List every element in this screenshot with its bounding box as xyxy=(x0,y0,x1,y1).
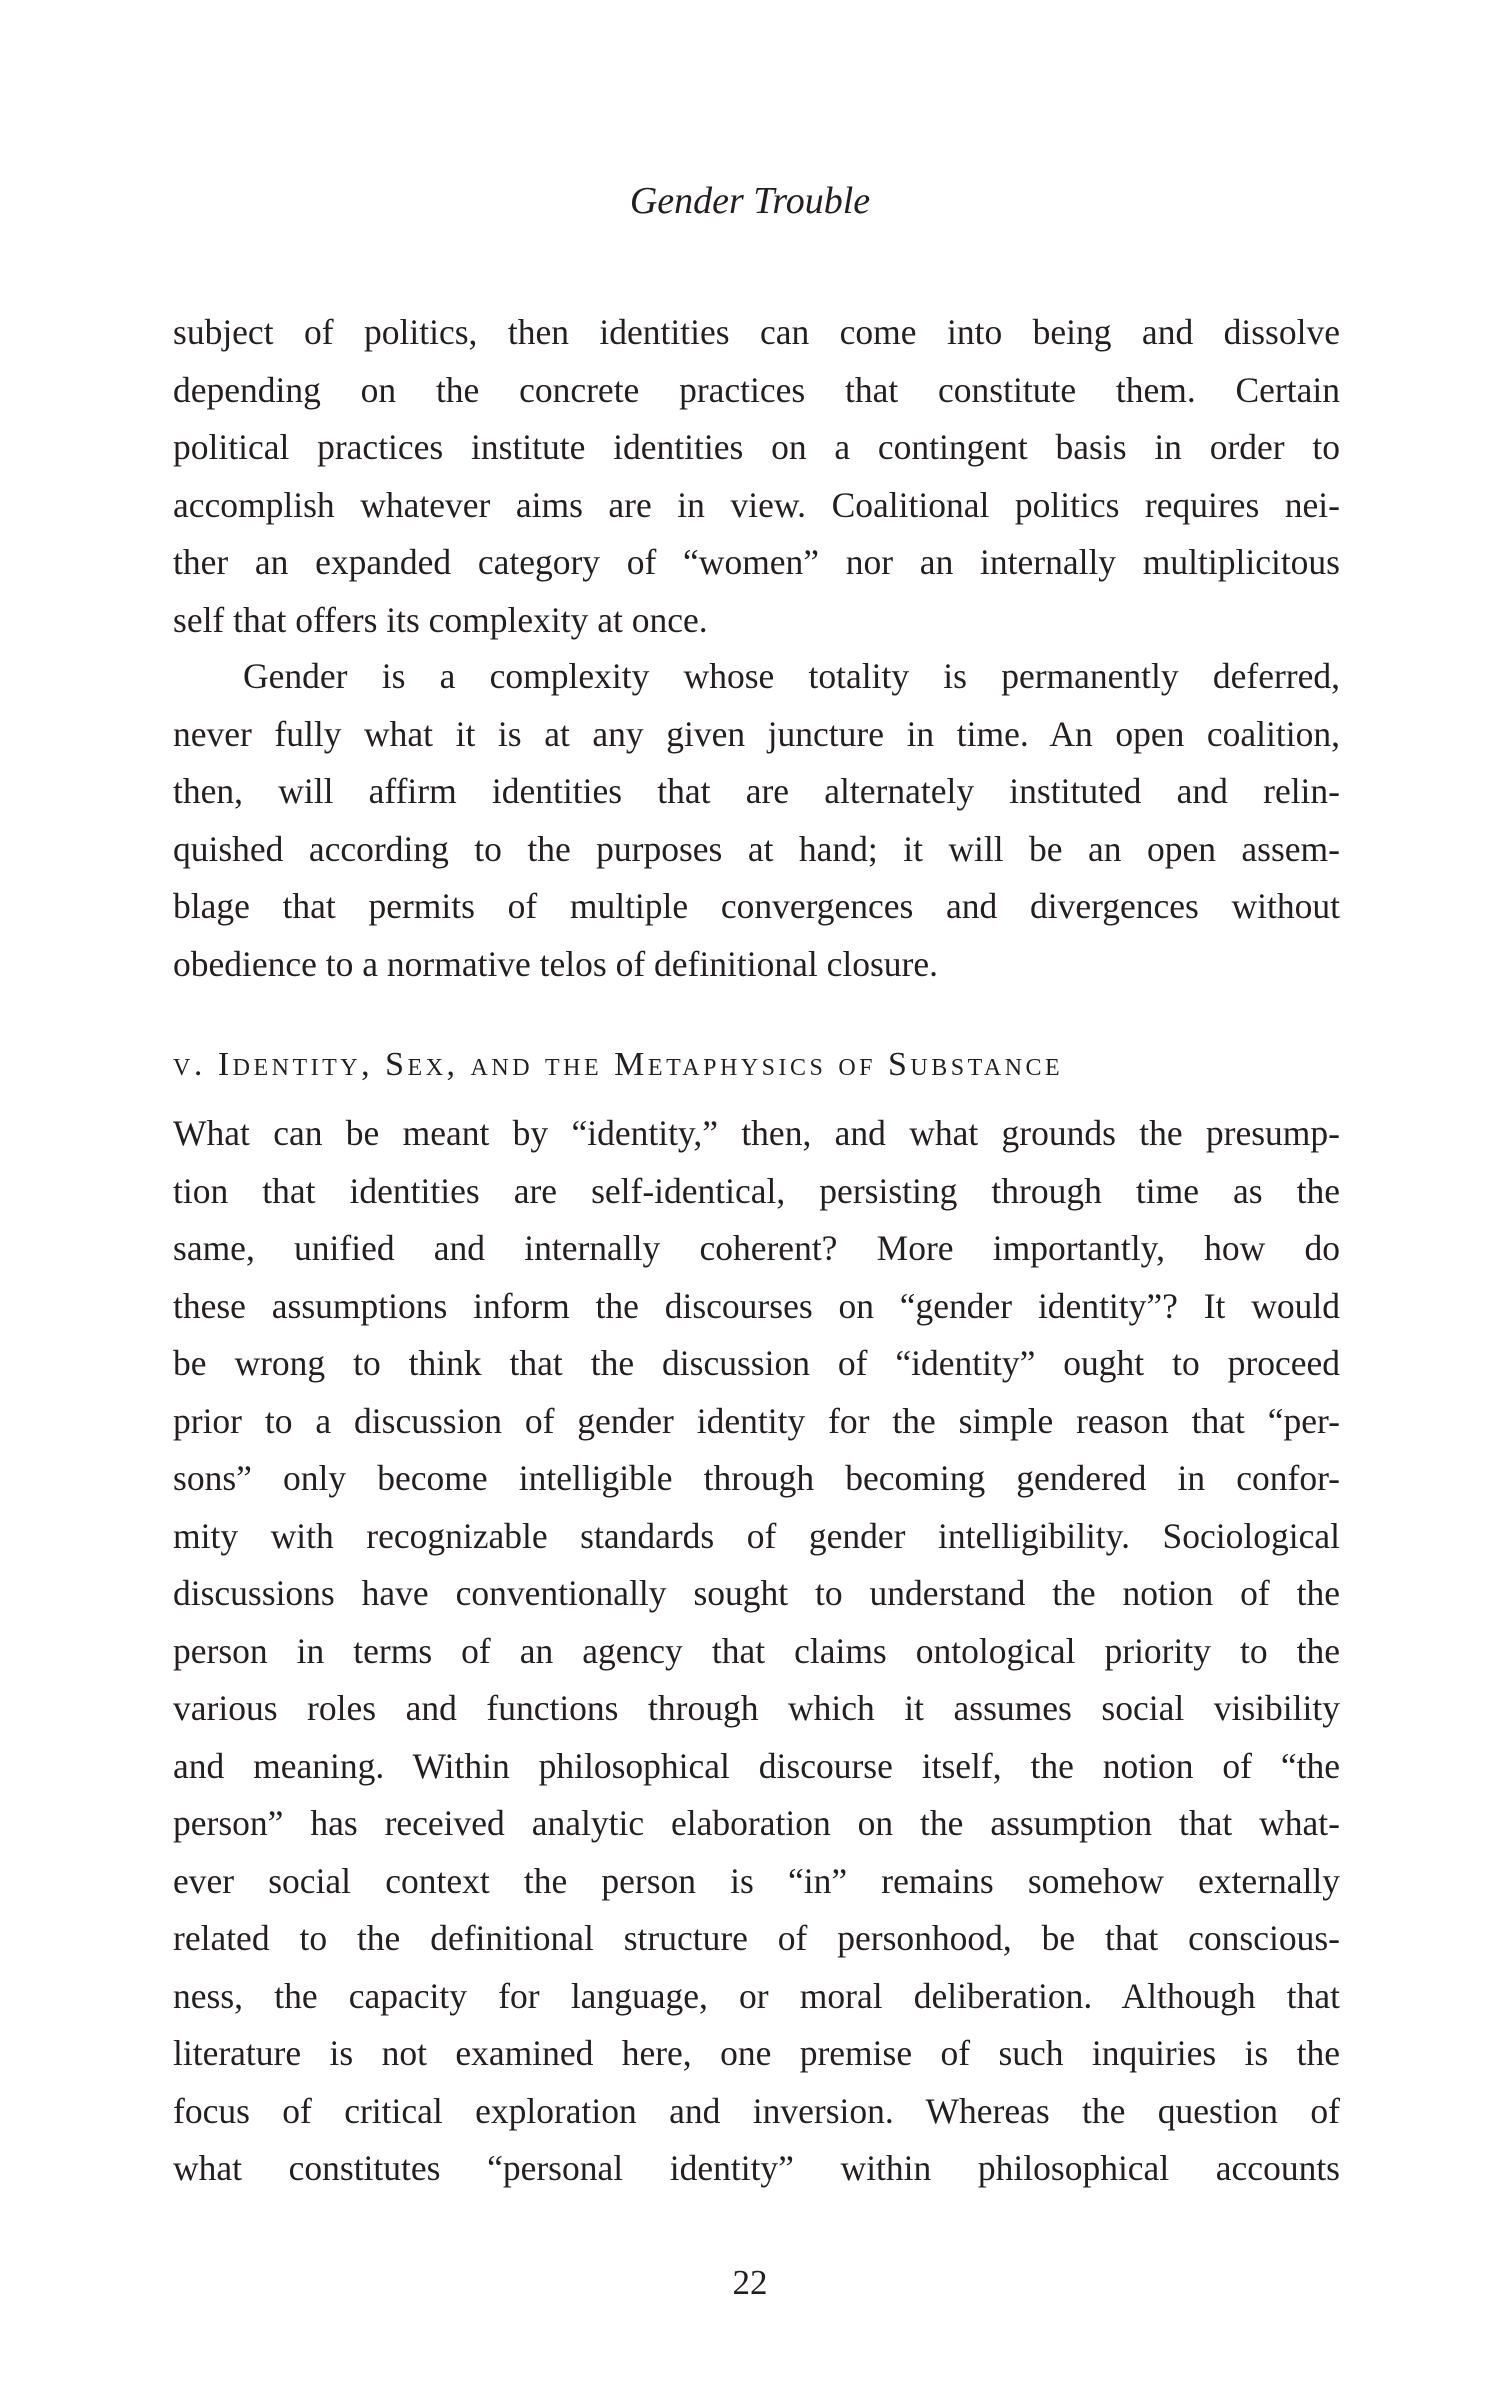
page-number: 22 xyxy=(732,2263,768,2302)
text-line: ther an expanded category of “women” nor an internally multiplicitous xyxy=(173,542,1340,582)
text-line: political practices institute identities on a contingent basis in order to xyxy=(173,427,1340,467)
text-line: these assumptions inform the discourses on “gender identity”? It would xyxy=(173,1285,1340,1326)
text-line: never fully what it is at any given juncture in time. An open coalition, xyxy=(173,713,1340,754)
text-line: subject of politics, then identities can come into being and dissolve xyxy=(173,312,1340,352)
text-line: quished according to the purposes at hand; it will be an open assem- xyxy=(173,828,1340,869)
paragraph-2 xyxy=(173,648,1340,993)
text-line: ness, the capacity for language, or moral deliberation. Although that xyxy=(173,1975,1340,2016)
text-line: ever social context the person is “in” remains somehow externally xyxy=(173,1860,1340,1901)
text-line: then, will affirm identities that are alternately instituted and relin- xyxy=(173,771,1340,811)
text-line: literature is not examined here, one premise of such inquiries is the xyxy=(173,2033,1340,2073)
text-line: depending on the concrete practices that constitute them. Certain xyxy=(173,369,1340,410)
text-line: self that offers its complexity at once. xyxy=(173,599,708,640)
section-heading: v. Identity, Sex, and the Metaphysics of Substance xyxy=(173,1046,1064,1083)
running-head: Gender Trouble xyxy=(629,180,871,222)
paragraph-3 xyxy=(173,1105,1340,2198)
text-line: various roles and functions through which it assumes social visibility xyxy=(173,1688,1340,1728)
paragraph-1 xyxy=(173,304,1340,649)
text-line: mity with recognizable standards of gender intelligibility. Sociological xyxy=(173,1515,1340,1556)
text-line: sons” only become intelligible through becoming gendered in confor- xyxy=(173,1458,1340,1498)
text-line: tion that identities are self-identical, persisting through time as the xyxy=(173,1170,1340,1211)
text-line: and meaning. Within philosophical discourse itself, the notion of “the xyxy=(173,1745,1340,1786)
text-line: prior to a discussion of gender identity for the simple reason that “per- xyxy=(173,1400,1340,1441)
text-line: related to the definitional structure of personhood, be that conscious- xyxy=(173,1918,1340,1958)
text-line: person” has received analytic elaboration on the assumption that what- xyxy=(173,1803,1340,1843)
text-line: obedience to a normative telos of definitional closure. xyxy=(173,943,938,984)
text-line: accomplish whatever aims are in view. Coalitional politics requires nei- xyxy=(173,484,1340,525)
text-line: What can be meant by “identity,” then, and what grounds the presump- xyxy=(173,1113,1340,1153)
text-line: what constitutes “personal identity” within philosophical accounts xyxy=(173,2148,1340,2188)
text-line: be wrong to think that the discussion of “identity” ought to proceed xyxy=(173,1343,1340,1383)
text-line: focus of critical exploration and inversion. Whereas the question of xyxy=(173,2090,1340,2131)
text-line: Gender is a complexity whose totality is permanently deferred, xyxy=(243,656,1340,696)
text-line: same, unified and internally coherent? More importantly, how do xyxy=(173,1228,1340,1268)
text-line: person in terms of an agency that claims ontological priority to the xyxy=(173,1630,1340,1671)
text-line: blage that permits of multiple convergences and divergences without xyxy=(173,886,1340,926)
text-line: discussions have conventionally sought to understand the notion of the xyxy=(173,1573,1340,1613)
